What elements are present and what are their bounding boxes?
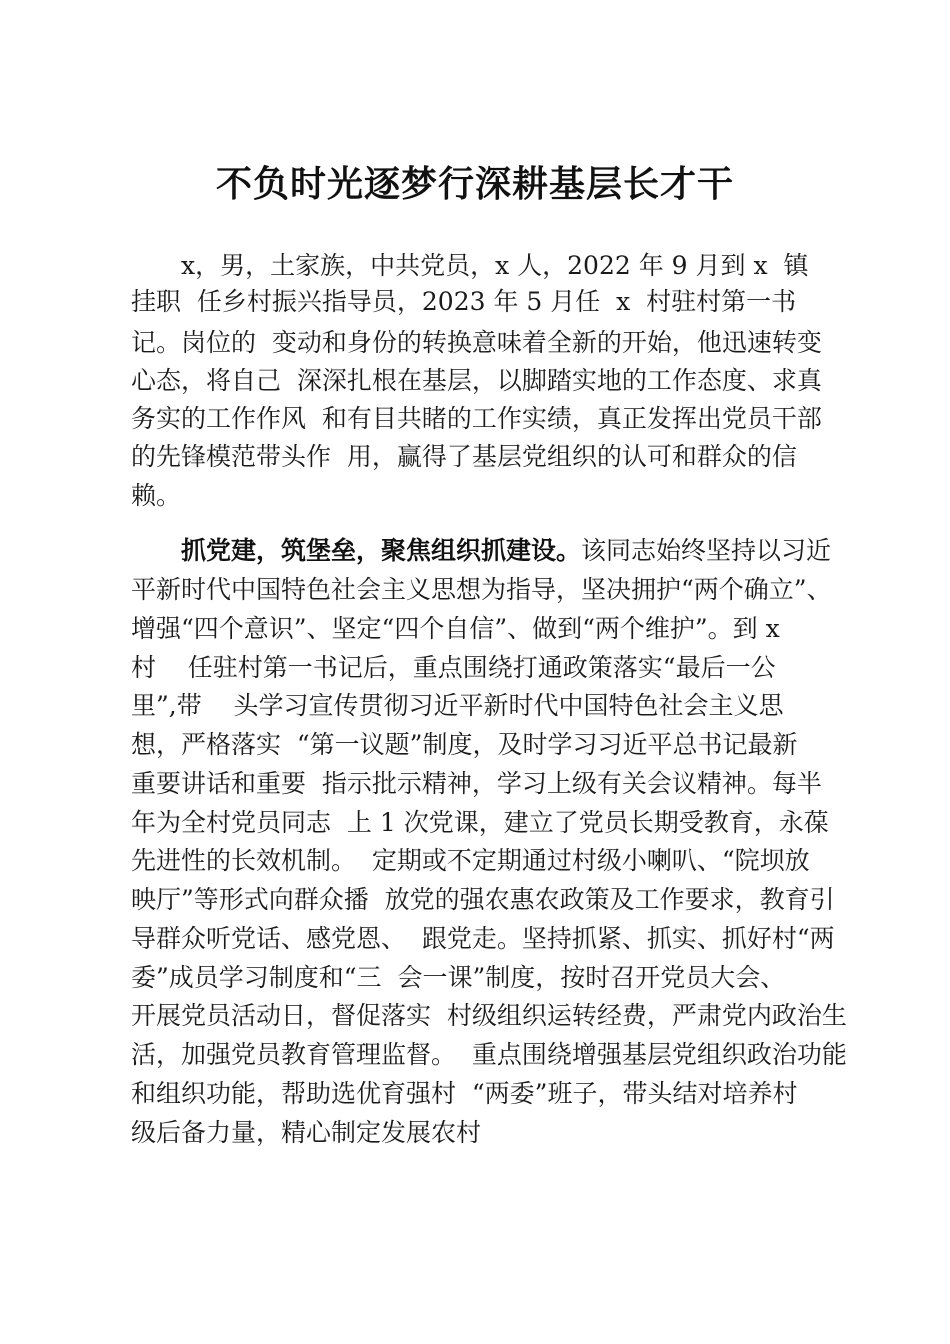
paragraph-2-line-13: 开展党员活动日，督促落实 村级组织运转经费，严肃党内政治生 [131, 1001, 847, 1030]
paragraph-2-line-12: 委”成员学习制度和“三 会一课”制度，按时召开党员大会、 [131, 963, 786, 992]
paragraph-1-line-1: x，男，土家族，中共党员，x 人，2022 年 9 月到 x 镇 [181, 251, 809, 280]
paragraph-2-line-7: 重要讲话和重要 指示批示精神，学习上级有关会议精神。每半 [131, 769, 822, 798]
paragraph-2-line-8: 年为全村党员同志 上 1 次党课，建立了党员长期受教育，永葆 [131, 808, 829, 837]
section-heading-continuation: 该同志始终坚持以习近 [581, 536, 832, 565]
section-heading: 抓党建，筑堡垒，聚焦组织抓建设。 [181, 536, 582, 565]
paragraph-1-line-2: 挂职 任乡村振兴指导员，2023 年 5 月任 x 村驻村第一书 [131, 287, 797, 316]
paragraph-2-line-1 [181, 535, 901, 567]
paragraph-1-line-4: 心态，将自己 深深扎根在基层，以脚踏实地的工作态度、求真 [131, 366, 822, 395]
paragraph-2-line-10: 映厅”等形式向群众播 放党的强农惠农政策及工作要求，教育引 [131, 885, 835, 914]
document-title: 不负时光逐梦行深耕基层长才干 [215, 164, 734, 205]
paragraph-1-line-5: 务实的工作作风 和有目共睹的工作实绩，真正发挥出党员干部 [131, 404, 822, 433]
paragraph-2-line-4: 村 任驻村第一书记后，重点围绕打通政策落实“最后一公 [131, 653, 776, 682]
paragraph-1-line-6: 的先锋模范带头作 用，赢得了基层党组织的认可和群众的信 [131, 442, 797, 471]
paragraph-2-line-2: 平新时代中国特色社会主义思想为指导，坚决拥护“两个确立”、 [131, 575, 832, 604]
paragraph-2-line-5: 里”,带 头学习宣传贯彻习近平新时代中国特色社会主义思 [131, 691, 784, 720]
paragraph-2-line-9: 先进性的长效机制。 定期或不定期通过村级小喇叭、“院坝放 [131, 846, 810, 875]
paragraph-2-line-3: 增强“四个意识”、坚定“四个自信”、做到“两个维护”。到 x [131, 614, 780, 643]
paragraph-2-line-15: 和组织功能，帮助选优育强村 “两委”班子，带头结对培养村 [131, 1079, 798, 1108]
paragraph-1-line-3: 记。岗位的 变动和身份的转换意味着全新的开始，他迅速转变 [131, 328, 822, 357]
paragraph-1-line-7: 赖。 [131, 481, 182, 510]
paragraph-2-line-16: 级后备力量，精心制定发展农村 [131, 1118, 482, 1147]
paragraph-2-line-6: 想，严格落实 “第一议题”制度，及时学习习近平总书记最新 [131, 730, 798, 759]
paragraph-2-line-14: 活，加强党员教育管理监督。 重点围绕增强基层党组织政治功能 [131, 1040, 847, 1069]
paragraph-2-line-11: 导群众听党话、感党恩、 跟党走。坚持抓紧、抓实、抓好村“两 [131, 924, 835, 953]
